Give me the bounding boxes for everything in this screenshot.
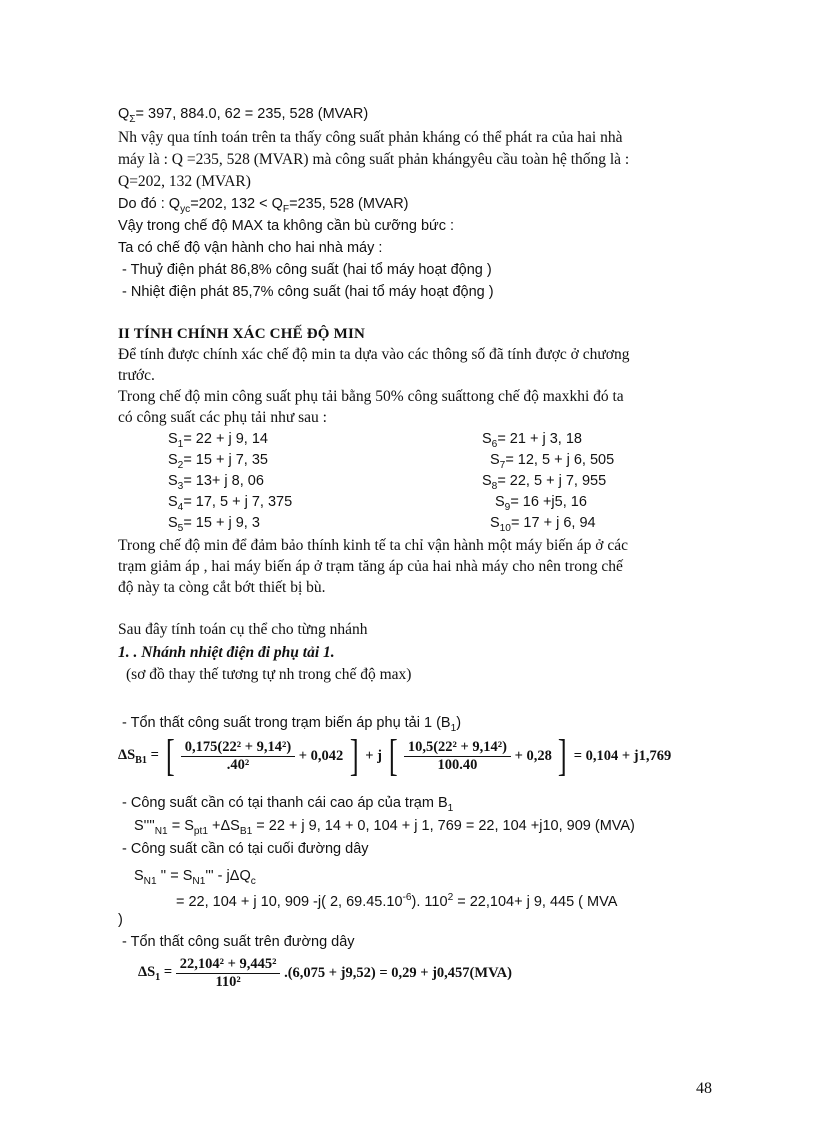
- text: S: [134, 868, 144, 884]
- load-index: 4: [177, 501, 184, 513]
- formula-line-loss: [138, 956, 512, 991]
- superscript: 2: [447, 892, 454, 903]
- close-bracket: ]: [349, 731, 359, 780]
- load-value: = 15 + j 7, 35: [183, 452, 268, 468]
- text: Do đó : Q: [118, 196, 181, 212]
- subscript: F: [282, 203, 290, 215]
- formula-lhs: $\Delta S_{B1}$ =: [118, 746, 159, 766]
- load-index: 9: [504, 501, 511, 513]
- load-symbol: S: [168, 515, 178, 531]
- subsection-heading: 1. . Nhánh nhiệt điện đi phụ tải 1.: [118, 644, 335, 661]
- paragraph-line: - Tổn thất công suất trên đường dây: [122, 934, 355, 950]
- load-index: 2: [177, 459, 184, 471]
- section-heading: II TÍNH CHÍNH XÁC CHẾ ĐỘ MIN: [118, 326, 366, 342]
- list-item: - Nhiệt điện phát 85,7% công suất (hai tổ máy hoạt động ): [122, 284, 494, 300]
- paragraph-line: Sau đây tính toán cụ thể cho từng nhánh: [118, 621, 368, 638]
- fraction: [404, 739, 511, 774]
- load-symbol: S: [168, 494, 178, 510]
- text: S'''': [134, 818, 155, 834]
- load-index: 6: [491, 438, 498, 450]
- paragraph-line: độ này ta còng cắt bớt thiết bị bù.: [118, 579, 326, 596]
- text: = 397, 884.0, 62 = 235, 528 (MVAR): [135, 106, 369, 122]
- text: - Công suất cần có tại thanh cái cao áp của trạm B: [122, 795, 448, 811]
- load-value: = 22 + j 9, 14: [183, 431, 268, 447]
- load-value: = 15 + j 9, 3: [183, 515, 260, 531]
- denominator: 110²: [215, 974, 241, 990]
- paragraph-line: Nh vậy qua tính toán trên ta thấy công suất phản kháng có thể phát ra của hai nhà: [118, 129, 623, 146]
- load-value: = 21 + j 3, 18: [497, 431, 582, 447]
- superscript: -6: [402, 892, 412, 903]
- subscript: N1: [154, 825, 168, 837]
- paragraph-line: Vậy trong chế độ MAX ta không cần bù cưỡng bức :: [118, 218, 455, 234]
- subscript: Σ: [129, 113, 136, 125]
- paragraph-line: trạm giảm áp , hai máy biến áp ở trạm tăng áp của hai nhà máy cho nên trong chế: [118, 558, 623, 575]
- text: = 22, 104 + j 10, 909 -j( 2, 69.45.10: [176, 893, 403, 910]
- load-value: = 17, 5 + j 7, 375: [183, 494, 293, 510]
- page-number: 48: [696, 1080, 712, 1097]
- load-index: 1: [177, 438, 184, 450]
- text: - Tổn thất công suất trong trạm biến áp phụ tải 1 (B: [122, 715, 451, 731]
- formula-term: + 0,042: [298, 747, 344, 764]
- paragraph-line: có công suất các phụ tải như sau :: [118, 409, 327, 426]
- load-index: 7: [499, 459, 506, 471]
- text: '' = S: [156, 868, 193, 884]
- subscript: B1: [135, 754, 147, 766]
- text: =202, 132 < Q: [190, 196, 283, 212]
- load-symbol: S: [490, 515, 500, 531]
- load-symbol: S: [482, 431, 492, 447]
- load-index: 3: [177, 480, 184, 492]
- text: +ΔS: [207, 818, 240, 834]
- denominator: 100.40: [437, 756, 478, 773]
- close-bracket: ]: [558, 731, 568, 780]
- subscript: yc: [180, 203, 191, 215]
- text: Q: [118, 106, 130, 122]
- subscript: N1: [143, 875, 157, 887]
- text: ΔS: [118, 746, 136, 763]
- load-index: 5: [177, 522, 184, 534]
- paragraph-line: [122, 793, 453, 819]
- subscript: 1: [450, 722, 457, 734]
- text: = 22,104+ j 9, 445 ( MVA: [453, 893, 618, 910]
- paragraph-line: trước.: [118, 367, 155, 384]
- formula-transformer-loss: [118, 731, 672, 780]
- load-symbol: S: [168, 431, 178, 447]
- formula-result: = 0,104 + j1,769: [573, 747, 672, 764]
- formula-lhs: $\Delta S_1$ =: [138, 964, 173, 983]
- load-value: = 16 +j5, 16: [510, 494, 587, 510]
- subscript: 1: [447, 802, 454, 814]
- load-symbol: S: [490, 452, 500, 468]
- load-value: = 13+ j 8, 06: [183, 473, 264, 489]
- subscript: pt1: [193, 825, 208, 837]
- numerator: 22,104² + 9,445²: [176, 956, 281, 974]
- formula-result: .(6,075 + j9,52) = 0,29 + j0,457(MVA): [284, 965, 512, 981]
- equation-line: [134, 816, 635, 842]
- paragraph-line: (sơ đồ thay thế tương tự nh trong chế độ max): [126, 666, 412, 683]
- list-item: - Thuỷ điện phát 86,8% công suất (hai tổ máy hoạt động ): [122, 262, 492, 278]
- paragraph-line: Q=202, 132 (MVAR): [118, 173, 251, 190]
- paragraph-line: Để tính được chính xác chế độ min ta dựa vào các thông số đã tính được ở chương: [118, 346, 630, 363]
- denominator: .40²: [226, 756, 250, 773]
- text: ). 110: [411, 893, 448, 910]
- load-symbol: S: [168, 473, 178, 489]
- paragraph-line: Ta có chế độ vận hành cho hai nhà máy :: [118, 240, 383, 256]
- fraction: [181, 739, 295, 774]
- load-symbol: S: [482, 473, 492, 489]
- formula-term: + j: [365, 747, 382, 764]
- numerator: 0,175(22² + 9,14²): [181, 739, 295, 757]
- open-bracket: [: [388, 731, 398, 780]
- load-item: [168, 513, 260, 539]
- load-item: [490, 513, 596, 539]
- numerator: 10,5(22² + 9,14²): [404, 739, 511, 757]
- text: ''' - jΔQ: [205, 868, 251, 884]
- load-symbol: S: [168, 452, 178, 468]
- subscript: 1: [155, 971, 161, 983]
- text: ΔS: [138, 964, 156, 981]
- paragraph-line: ): [118, 912, 123, 928]
- equation-line: [176, 888, 617, 912]
- text: ): [456, 715, 462, 731]
- formula-term: + 0,28: [514, 747, 552, 764]
- paragraph-line: máy là : Q =235, 528 (MVAR) mà công suất phản khángyêu cầu toàn hệ thống là :: [118, 151, 630, 168]
- paragraph-line: Trong chế độ min công suất phụ tải bằng 50% công suấttong chế độ maxkhi đó ta: [118, 388, 624, 405]
- q-sum-line: [118, 104, 368, 130]
- load-index: 10: [499, 522, 511, 534]
- text: = 22 + j 9, 14 + 0, 104 + j 1, 769 = 22, 104 +j10, 909 (MVA): [252, 818, 635, 834]
- load-index: 8: [491, 480, 498, 492]
- load-value: = 17 + j 6, 94: [510, 515, 596, 531]
- load-value: = 22, 5 + j 7, 955: [497, 473, 607, 489]
- text: = S: [167, 818, 194, 834]
- text: =235, 528 (MVAR): [289, 196, 409, 212]
- paragraph-line: - Công suất cần có tại cuối đường dây: [122, 841, 369, 857]
- subscript: B1: [239, 825, 253, 837]
- fraction: [176, 956, 281, 991]
- open-bracket: [: [165, 731, 175, 780]
- subscript: N1: [192, 875, 206, 887]
- load-symbol: S: [495, 494, 505, 510]
- subscript: c: [250, 875, 256, 887]
- load-value: = 12, 5 + j 6, 505: [505, 452, 615, 468]
- paragraph-line: Trong chế độ min để đảm bảo thính kinh tế ta chỉ vận hành một máy biến áp ở các: [118, 537, 628, 554]
